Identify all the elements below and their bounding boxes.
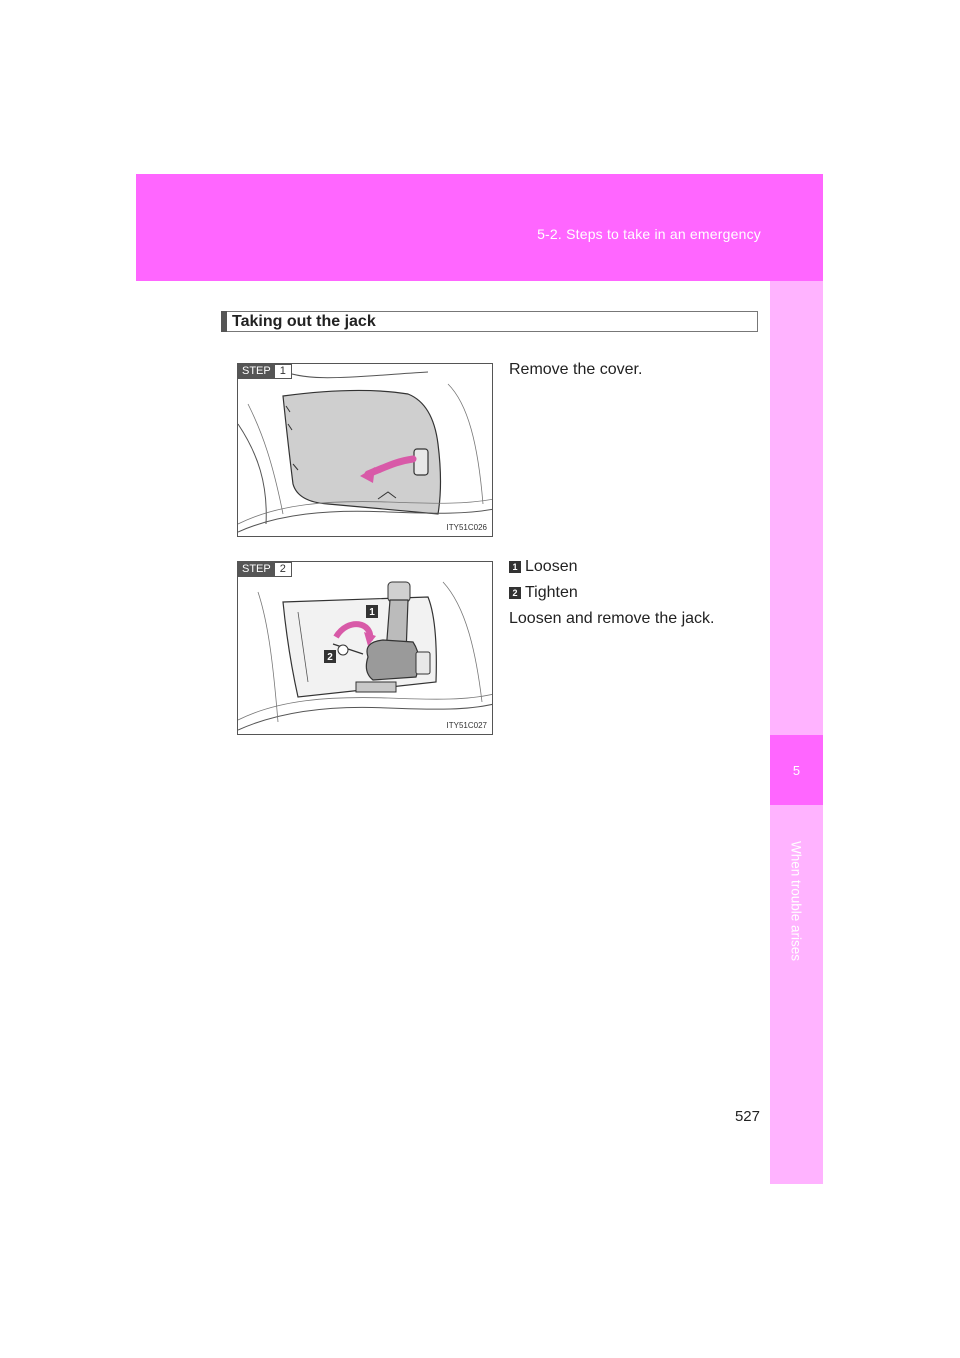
jack-removal-drawing xyxy=(238,562,493,735)
svg-text:2: 2 xyxy=(327,652,333,663)
header-band xyxy=(136,174,823,281)
step2-illustration xyxy=(237,561,493,735)
section-title xyxy=(221,311,758,332)
step2-instruction: Loosen and remove the jack. xyxy=(509,610,715,627)
chapter-number-box xyxy=(770,735,823,805)
legend-item-tighten xyxy=(509,584,578,602)
page-number: 527 xyxy=(734,1108,760,1125)
chapter-title: When trouble arises xyxy=(788,840,804,962)
step2-badge xyxy=(238,562,292,577)
chapter-side-tab xyxy=(770,281,823,1184)
section-title-text: Taking out the jack xyxy=(232,313,376,330)
legend-number: 2 xyxy=(509,587,521,599)
figure-code: ITY51C027 xyxy=(446,721,487,730)
legend-item-loosen xyxy=(509,558,578,576)
chapter-number: 5 xyxy=(792,763,801,778)
running-header: 5-2. Steps to take in an emergency xyxy=(537,226,761,242)
legend-label: Loosen xyxy=(525,558,578,575)
legend-number: 1 xyxy=(509,561,521,573)
step-number: 2 xyxy=(275,562,292,577)
step-number: 1 xyxy=(275,364,292,379)
legend-label: Tighten xyxy=(525,584,578,601)
step1-badge xyxy=(238,364,292,379)
step-label: STEP xyxy=(238,562,275,577)
cover-removal-drawing xyxy=(238,364,493,537)
step1-illustration xyxy=(237,363,493,537)
figure-code: ITY51C026 xyxy=(446,523,487,532)
svg-text:1: 1 xyxy=(369,607,375,618)
step1-instruction: Remove the cover. xyxy=(509,361,643,378)
step-label: STEP xyxy=(238,364,275,379)
title-marker xyxy=(221,311,227,332)
